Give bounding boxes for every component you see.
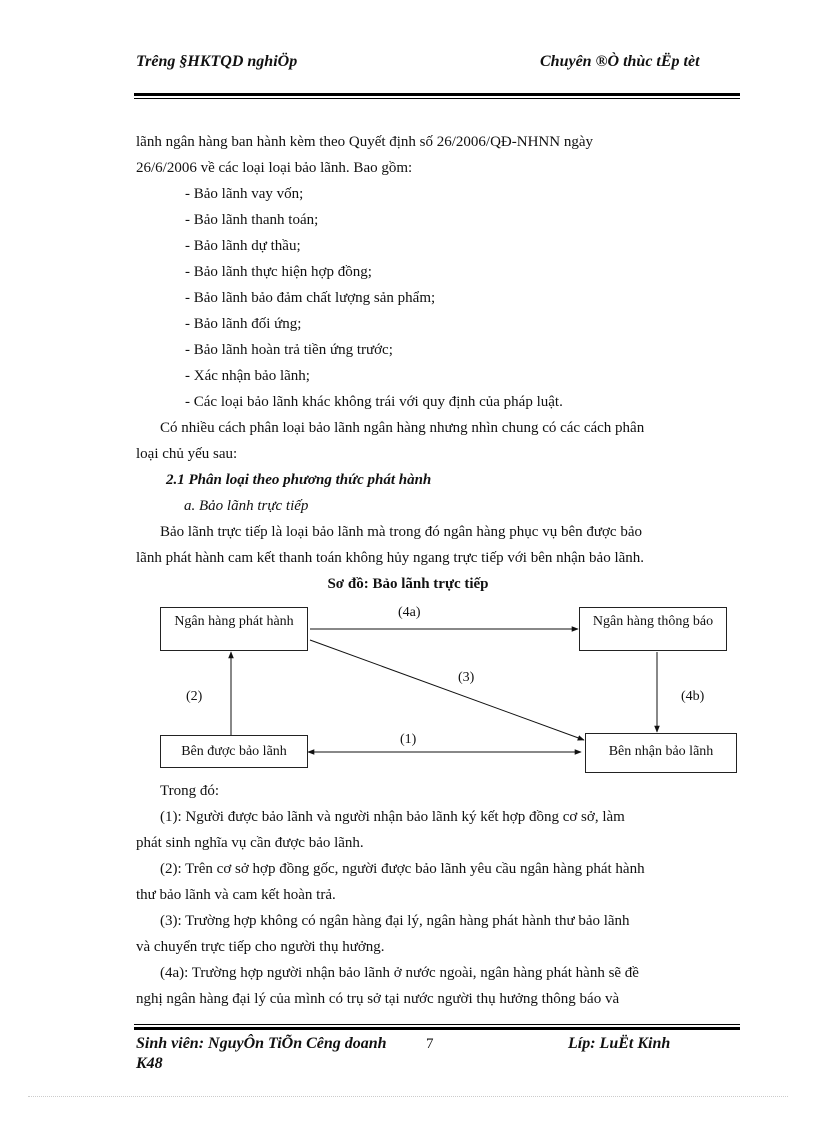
explanation-1-line-1: (1): Người được bảo lãnh và người nhận bảo lãnh ký kết hợp đồng cơ sở, làm — [160, 809, 625, 825]
edge-label-4b: (4b) — [681, 689, 705, 704]
explanation-3-line-2: và chuyển trực tiếp cho người thụ hưởng. — [136, 939, 385, 955]
header-right: Chuyên ®Ò thùc tËp tèt — [540, 53, 700, 70]
bullet-item: - Bảo lãnh thanh toán; — [185, 212, 319, 228]
para1-line-2: loại chủ yếu sau: — [136, 446, 238, 462]
header-left: Trêng §HKTQD nghiÖp — [136, 53, 298, 70]
page-bottom-dotted-line — [28, 1096, 788, 1097]
edge-label-4a: (4a) — [398, 605, 421, 620]
footer-right: Líp: LuËt Kinh — [568, 1035, 671, 1052]
edge-3-arrow — [310, 640, 584, 740]
section-heading: 2.1 Phân loại theo phương thức phát hành — [166, 472, 432, 488]
para2-line-1: Bảo lãnh trực tiếp là loại bảo lãnh mà trong đó ngân hàng phục vụ bên được bảo — [160, 524, 642, 540]
bullet-item: - Bảo lãnh bảo đảm chất lượng sản phẩm; — [185, 290, 436, 306]
footer-left: Sinh viên: NguyÔn TiÕn Cêng doanh K48 — [136, 1035, 387, 1072]
bullet-item: - Các loại bảo lãnh khác không trái với quy định của pháp luật. — [185, 394, 563, 410]
node-issuing-bank: Ngân hàng phát hành — [160, 607, 308, 651]
para2-line-2: lãnh phát hành cam kết thanh toán không hủy ngang trực tiếp với bên nhận bảo lãnh. — [136, 550, 645, 566]
footer-rule-thick — [134, 1027, 740, 1030]
edge-label-1: (1) — [400, 732, 417, 747]
edge-label-2: (2) — [186, 689, 203, 704]
trong-do-label: Trong đó: — [160, 783, 220, 799]
explanation-2-line-2: thư bảo lãnh và cam kết hoàn trả. — [136, 887, 336, 903]
bullet-item: - Bảo lãnh thực hiện hợp đồng; — [185, 264, 372, 280]
para1-line-1: Có nhiều cách phân loại bảo lãnh ngân hàng nhưng nhìn chung có các cách phân — [160, 420, 645, 436]
bullet-item: - Bảo lãnh đối ứng; — [185, 316, 302, 332]
intro-line-2: 26/6/2006 về các loại loại bảo lãnh. Bao gồm: — [136, 160, 413, 176]
explanation-1-line-2: phát sinh nghĩa vụ cần được bảo lãnh. — [136, 835, 364, 851]
explanation-2-line-1: (2): Trên cơ sở hợp đồng gốc, người được bảo lãnh yêu cầu ngân hàng phát hành — [160, 861, 645, 877]
node-applicant: Bên được bảo lãnh — [160, 735, 308, 768]
bullet-item: - Xác nhận bảo lãnh; — [185, 368, 310, 384]
edge-label-3: (3) — [458, 670, 475, 685]
bullet-item: - Bảo lãnh dự thầu; — [185, 238, 301, 254]
explanation-3-line-1: (3): Trường hợp không có ngân hàng đại lý, ngân hàng phát hành thư bảo lãnh — [160, 913, 630, 929]
node-advising-bank: Ngân hàng thông báo — [579, 607, 727, 651]
bullet-item: - Bảo lãnh hoàn trả tiền ứng trước; — [185, 342, 393, 358]
bullet-item: - Bảo lãnh vay vốn; — [185, 186, 304, 202]
explanation-4a-line-1: (4a): Trường hợp người nhận bảo lãnh ở nước ngoài, ngân hàng phát hành sẽ đề — [160, 965, 639, 981]
subsection-heading: a. Bảo lãnh trực tiếp — [184, 498, 309, 514]
intro-line-1: lãnh ngân hàng ban hành kèm theo Quyết định số 26/2006/QĐ-NHNN ngày — [136, 134, 594, 150]
page-number: 7 — [426, 1036, 434, 1052]
diagram-caption: Sơ đồ: Bảo lãnh trực tiếp — [327, 576, 489, 592]
node-beneficiary: Bên nhận bảo lãnh — [585, 733, 737, 773]
explanation-4a-line-2: nghị ngân hàng đại lý của mình có trụ sở tại nước người thụ hưởng thông báo và — [136, 991, 620, 1007]
footer-rule-thin — [134, 1024, 740, 1025]
